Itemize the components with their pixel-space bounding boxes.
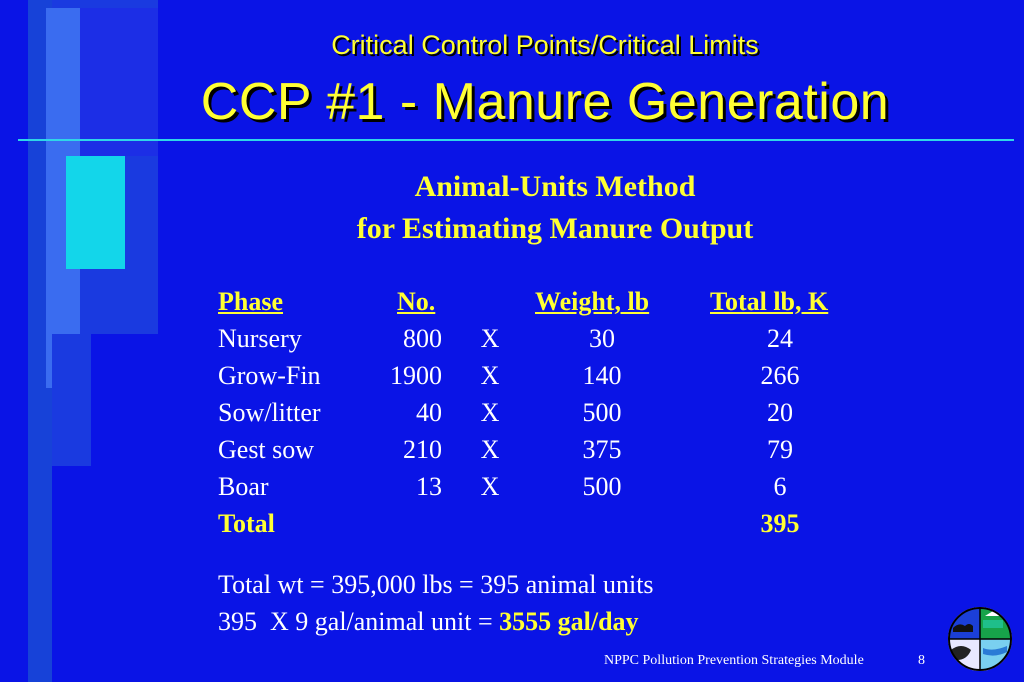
table-cell-weight: 500 bbox=[582, 398, 622, 427]
section-heading-line1: Animal-Units Method bbox=[414, 170, 696, 203]
column-header-phase: Phase bbox=[218, 287, 283, 316]
table-cell-no: 1900 bbox=[390, 361, 442, 390]
table-cell-weight: 500 bbox=[582, 472, 622, 501]
column-header-total: Total lb, K bbox=[710, 287, 829, 316]
page-number: 8 bbox=[918, 653, 925, 668]
summary-line2 bbox=[218, 607, 639, 637]
globe-logo-icon bbox=[947, 606, 1013, 672]
table-cell-phase: Gest sow bbox=[218, 435, 315, 464]
slide-title: CCP #1 - Manure Generation bbox=[200, 73, 890, 131]
section-heading-line2: for Estimating Manure Output bbox=[356, 212, 754, 245]
table-cell-x: X bbox=[480, 435, 500, 464]
table-cell-phase: Boar bbox=[218, 472, 269, 501]
table-total-label: Total bbox=[218, 509, 275, 538]
table-cell-total: 6 bbox=[773, 472, 787, 501]
table-cell-no: 210 bbox=[403, 435, 442, 464]
table-cell-no: 13 bbox=[416, 472, 442, 501]
summary-result: 3555 gal/day bbox=[499, 607, 639, 636]
table-cell-no: 40 bbox=[416, 398, 442, 427]
column-header-no: No. bbox=[397, 287, 436, 316]
table-cell-phase: Nursery bbox=[218, 324, 302, 353]
column-header-weight: Weight, lb bbox=[535, 287, 650, 316]
table-cell-weight: 140 bbox=[582, 361, 622, 390]
table-cell-weight: 375 bbox=[582, 435, 622, 464]
table-cell-total: 24 bbox=[767, 324, 793, 353]
footer-text: NPPC Pollution Prevention Strategies Module bbox=[604, 653, 864, 668]
table-cell-total: 79 bbox=[767, 435, 793, 464]
table-cell-weight: 30 bbox=[589, 324, 615, 353]
table-total-value: 395 bbox=[760, 509, 800, 538]
table-cell-x: X bbox=[480, 361, 500, 390]
slide-subtitle: Critical Control Points/Critical Limits bbox=[331, 30, 759, 60]
title-divider bbox=[18, 139, 1014, 141]
decor-block-cyan bbox=[66, 156, 125, 269]
decor-block bbox=[52, 334, 91, 466]
table-cell-x: X bbox=[480, 398, 500, 427]
table-cell-phase: Grow-Fin bbox=[218, 361, 321, 390]
table-cell-phase: Sow/litter bbox=[218, 398, 321, 427]
table-cell-x: X bbox=[480, 472, 500, 501]
table-cell-total: 20 bbox=[767, 398, 793, 427]
table-cell-total: 266 bbox=[760, 361, 800, 390]
summary-line2-text: 395 X 9 gal/animal unit = bbox=[218, 607, 500, 636]
table-cell-no: 800 bbox=[403, 324, 442, 353]
table-cell-x: X bbox=[480, 324, 500, 353]
summary-line1: Total wt = 395,000 lbs = 395 animal units bbox=[218, 570, 654, 599]
